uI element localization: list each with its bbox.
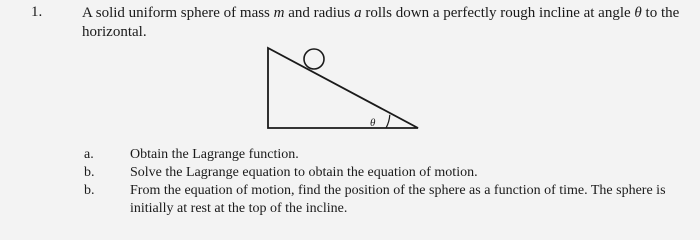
incline-diagram xyxy=(252,44,422,136)
sub-question-text: Obtain the Lagrange function. xyxy=(130,147,299,162)
sphere-icon xyxy=(304,49,324,69)
sub-questions xyxy=(84,146,670,218)
problem-number: 1. xyxy=(31,4,43,20)
stem-part-1: A solid uniform sphere of mass xyxy=(82,5,274,21)
sub-question xyxy=(84,164,670,182)
problem-statement xyxy=(82,4,682,42)
angle-symbol: θ xyxy=(634,5,642,21)
stem-part-3: rolls down a perfectly rough incline at angle xyxy=(361,5,635,21)
stem-part-2: and radius xyxy=(284,5,355,21)
stem-part-4: to the horizontal. xyxy=(82,5,680,40)
sub-question-text: From the equation of motion, find the position of the sphere as a function of time. The sphere is initially at rest at the top of the incline. xyxy=(130,183,666,216)
sub-question xyxy=(84,146,670,164)
mass-symbol: m xyxy=(273,5,285,21)
sub-question-label: a. xyxy=(84,147,94,162)
sub-question-label: b. xyxy=(84,183,95,198)
incline-triangle xyxy=(268,48,418,128)
sub-question-label: b. xyxy=(84,165,95,180)
radius-symbol: a xyxy=(354,5,362,21)
sub-question xyxy=(84,182,670,218)
sub-question-text: Solve the Lagrange equation to obtain the equation of motion. xyxy=(130,165,478,180)
angle-arc xyxy=(386,115,390,128)
angle-label: θ xyxy=(370,117,376,129)
